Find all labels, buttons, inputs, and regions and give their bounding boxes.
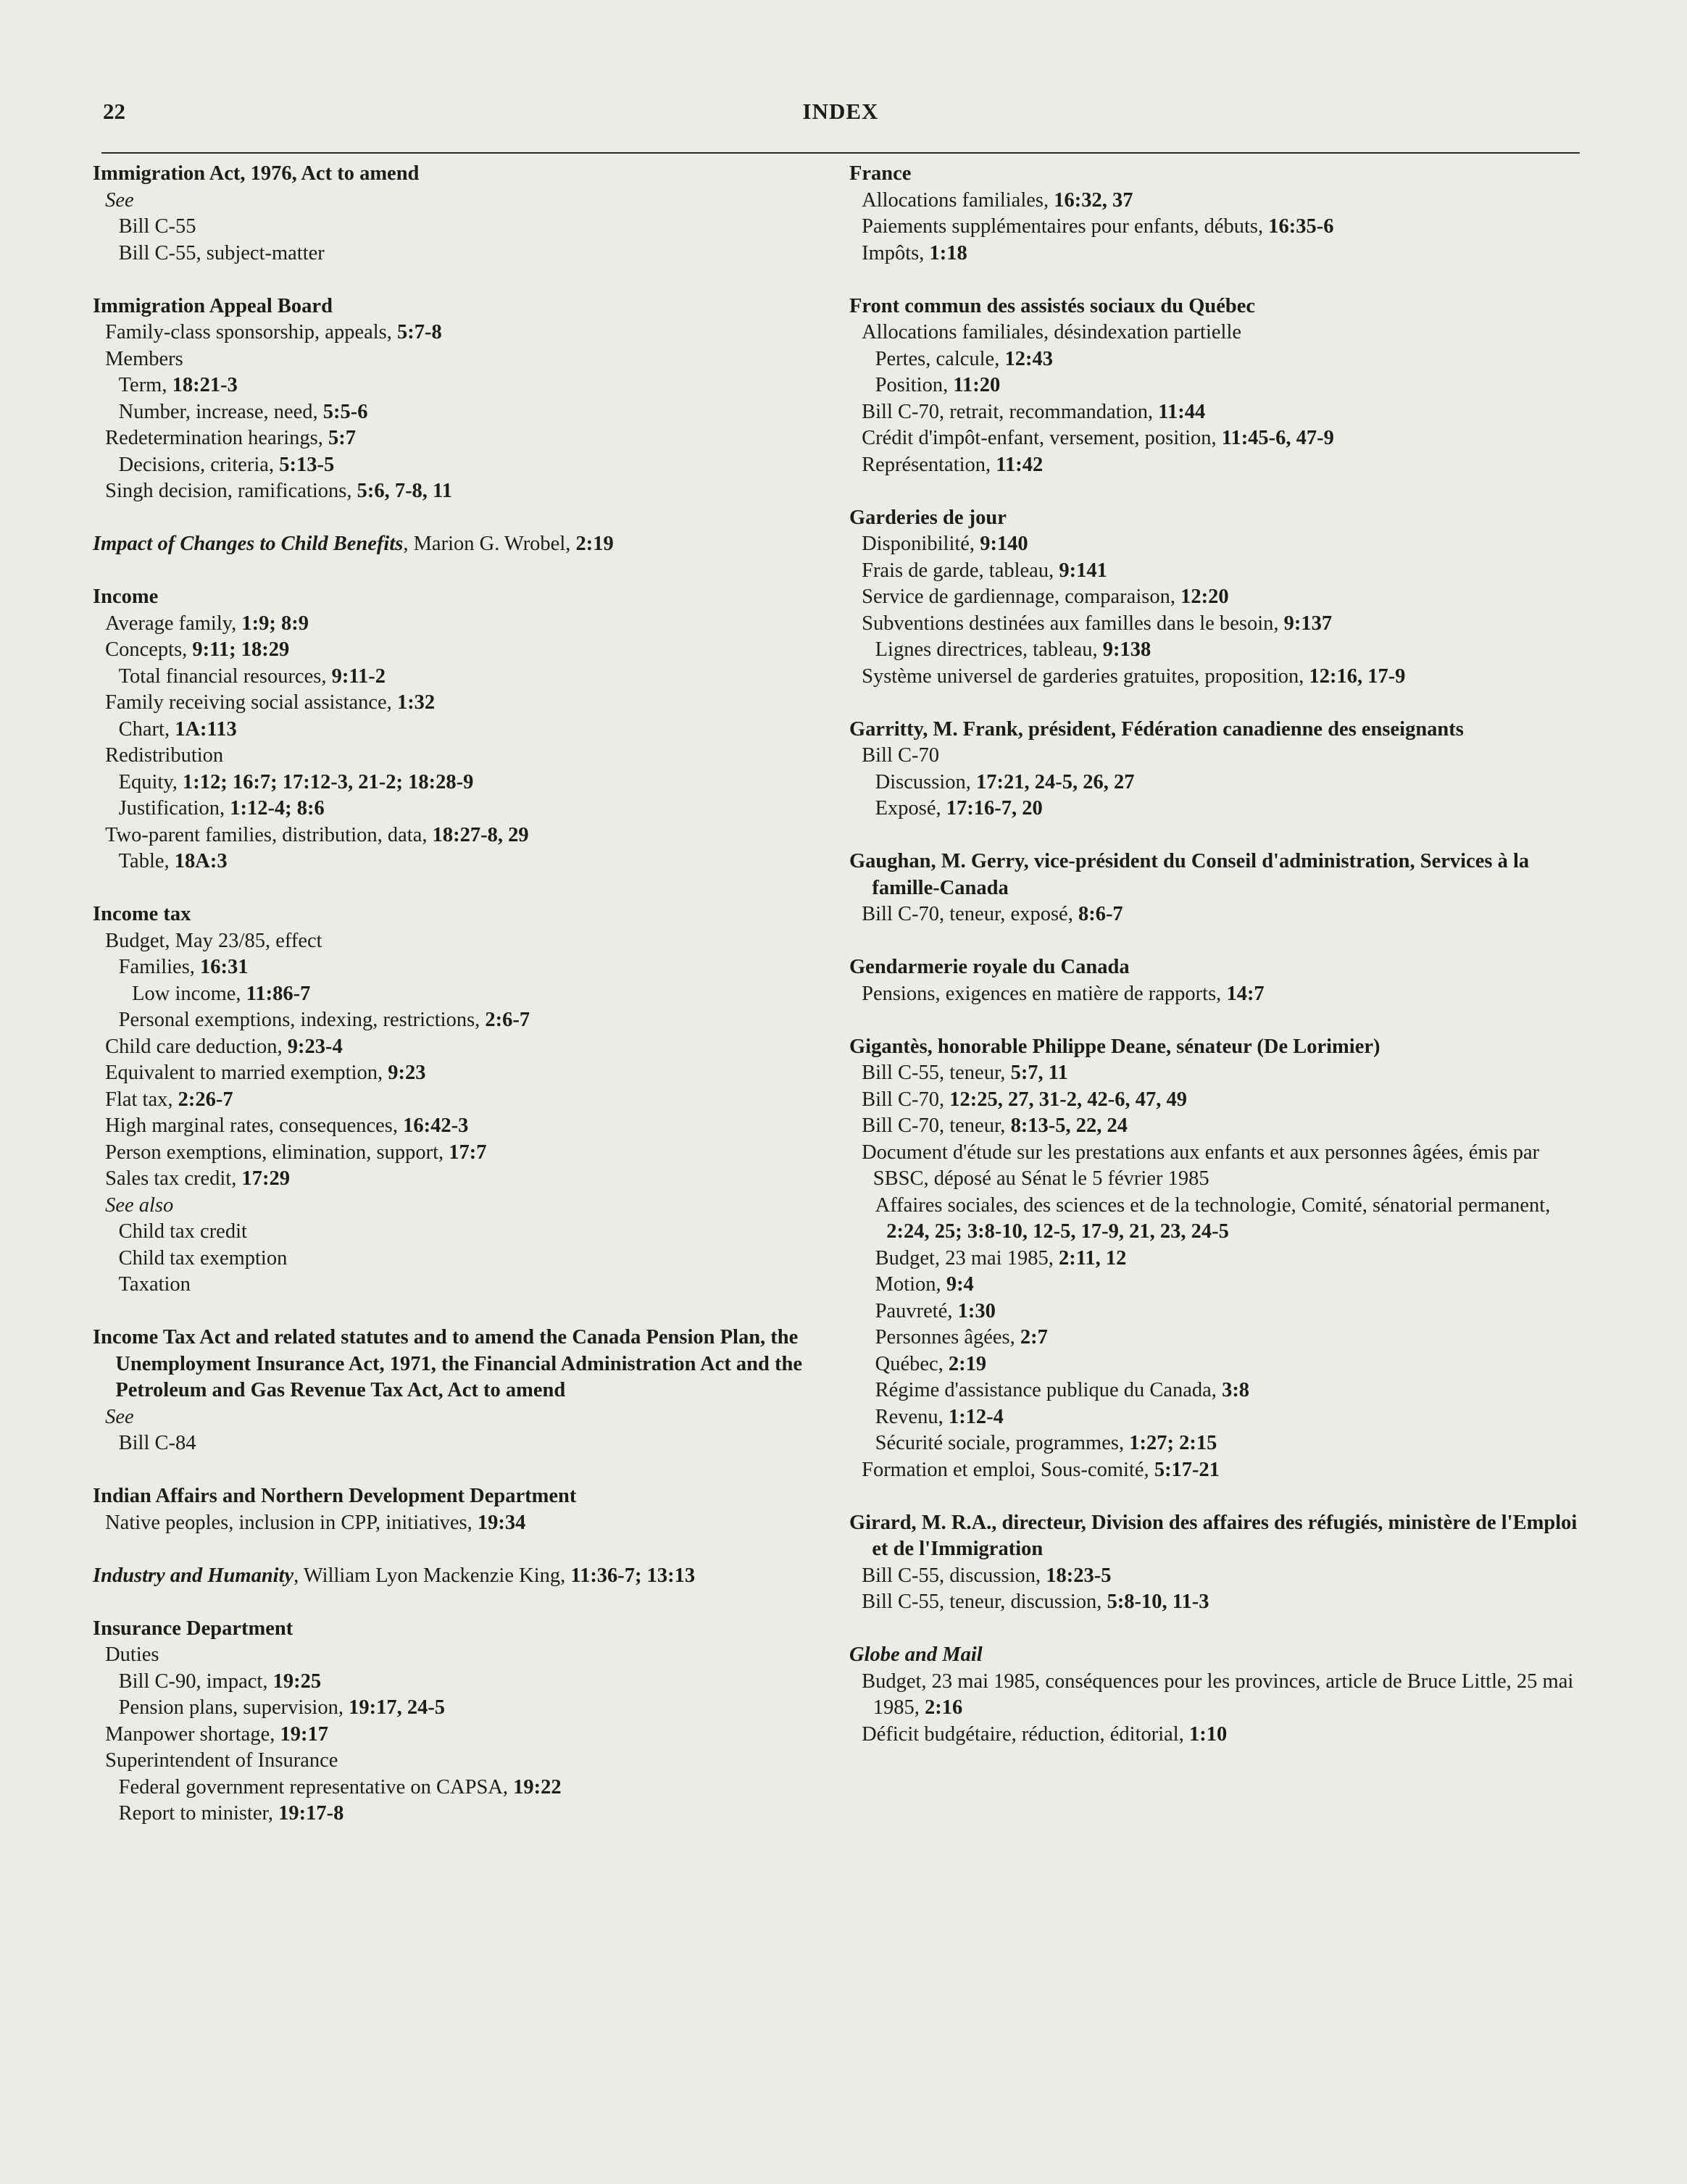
subentry-text: Système universel de garderies gratuites, proposition, [862, 664, 1309, 688]
index-heading [849, 1642, 1581, 1669]
page-reference: 1:27; 2:15 [1129, 1432, 1217, 1454]
page-reference: 18:23-5 [1046, 1564, 1112, 1587]
index-subentry [93, 320, 850, 346]
subentry-text: Québec, [875, 1352, 949, 1375]
index-subentry [849, 1113, 1581, 1140]
subentry-text: Bill C-70 [862, 744, 939, 767]
index-entry [93, 531, 850, 558]
right-column [849, 161, 1581, 1775]
subentry-text: Budget, 23 mai 1985, conséquences pour les provinces, article de Bruce Little, 25 mai 1985, [862, 1670, 1574, 1719]
index-subentry [849, 399, 1581, 426]
index-subentry [849, 188, 1581, 214]
heading-italic-title: Industry and Humanity [93, 1564, 294, 1587]
index-subentry [849, 1325, 1581, 1351]
subentry-text: Bill C-70, [862, 1088, 950, 1111]
heading-text: Indian Affairs and Northern Development Department [93, 1485, 577, 1507]
page-reference: 16:31 [200, 956, 249, 978]
subentry-text: Manpower shortage, [105, 1722, 280, 1746]
subentry-text: Bill C-70, retrait, recommandation, [862, 400, 1159, 423]
subentry-text: Taxation [118, 1273, 191, 1296]
page-reference: 3:8 [1222, 1379, 1250, 1401]
index-subentry [849, 1087, 1581, 1114]
index-entry [93, 901, 850, 1299]
heading-text: Income tax [93, 903, 191, 925]
subentry-text: Total financial resources, [118, 664, 332, 688]
index-subentry [93, 1166, 850, 1193]
page-reference: 19:22 [513, 1775, 562, 1799]
page-reference: 17:29 [241, 1167, 290, 1190]
page-reference: 1:12-4; 8:6 [230, 797, 325, 820]
index-heading [849, 1510, 1581, 1563]
subentry-text: Bill C-55, subject-matter [118, 241, 325, 264]
heading-text: Gaughan, M. Gerry, vice-président du Conseil d'administration, Services à la famille-Canada [849, 850, 1530, 899]
subentry-text: Frais de garde, tableau, [862, 559, 1059, 582]
page-reference: 16:42-3 [403, 1114, 469, 1137]
page-reference: 5:7, 11 [1010, 1062, 1068, 1084]
subentry-text: See [105, 1405, 134, 1428]
subentry-text: Service de gardiennage, comparaison, [862, 585, 1181, 608]
subentry-text: Duties [105, 1643, 159, 1666]
heading-text: Insurance Department [93, 1617, 293, 1640]
page-reference: 19:17 [280, 1722, 328, 1746]
index-heading [93, 161, 850, 188]
page-reference: 19:25 [272, 1670, 322, 1693]
index-subentry [849, 770, 1581, 796]
page-reference: 9:137 [1283, 612, 1333, 635]
subentry-text: Crédit d'impôt-enfant, versement, position, [862, 427, 1222, 449]
heading-text: , William Lyon Mackenzie King, [293, 1564, 571, 1587]
page-reference: 5:17-21 [1154, 1458, 1220, 1481]
index-heading [93, 1563, 850, 1590]
subentry-text: Bill C-55, teneur, [862, 1062, 1011, 1084]
index-subentry [849, 452, 1581, 479]
subentry-text: Bill C-55, teneur, discussion, [862, 1591, 1107, 1613]
page-reference: 2:24, 25; 3:8-10, 12-5, 17-9, 21, 23, 24-5 [886, 1220, 1229, 1243]
index-subentry [849, 1272, 1581, 1299]
index-subentry [93, 1140, 850, 1167]
page-reference: 8:6-7 [1078, 903, 1123, 925]
page-reference: 12:16, 17-9 [1309, 664, 1406, 688]
subentry-text: Affaires sociales, des sciences et de la technologie, Comité, sénatorial permanent, [875, 1193, 1551, 1217]
subentry-text: Native peoples, inclusion in CPP, initiatives, [105, 1511, 478, 1534]
index-subentry [93, 425, 850, 452]
subentry-text: Déficit budgétaire, réduction, éditorial, [862, 1722, 1189, 1746]
index-entry [93, 161, 850, 267]
heading-text: Gendarmerie royale du Canada [849, 956, 1130, 978]
page-reference: 1:18 [929, 241, 967, 264]
index-entry [849, 505, 1581, 691]
page-reference: 14:7 [1226, 982, 1265, 1005]
page-reference: 11:44 [1158, 400, 1206, 423]
subentry-text: See also [105, 1193, 174, 1217]
index-subentry [93, 822, 850, 849]
index-subentry [93, 1087, 850, 1114]
index-entry [93, 1483, 850, 1536]
index-subentry [93, 1193, 850, 1220]
index-subentry [849, 1563, 1581, 1590]
index-subentry [93, 770, 850, 796]
heading-text: France [849, 162, 912, 185]
index-subentry [849, 346, 1581, 373]
index-heading [93, 293, 850, 320]
page-reference: 2:6-7 [485, 1009, 530, 1031]
subentry-text: Budget, 23 mai 1985, [875, 1246, 1059, 1270]
subentry-text: Child tax exemption [118, 1246, 288, 1270]
index-subentry [849, 425, 1581, 452]
subentry-text: Régime d'assistance publique du Canada, [875, 1379, 1222, 1401]
subentry-text: Child care deduction, [105, 1035, 288, 1058]
subentry-text: Position, [875, 374, 954, 396]
index-subentry [93, 690, 850, 717]
index-subentry [849, 320, 1581, 346]
page-reference: 12:25, 27, 31-2, 42-6, 47, 49 [949, 1088, 1187, 1111]
index-subentry [849, 1193, 1581, 1246]
heading-text: Immigration Act, 1976, Act to amend [93, 162, 420, 185]
index-subentry [93, 1722, 850, 1749]
index-heading [93, 531, 850, 558]
heading-text: Income [93, 585, 159, 608]
index-subentry [93, 1669, 850, 1696]
subentry-text: Average family, [105, 612, 242, 635]
page-reference: 2:7 [1020, 1326, 1048, 1349]
index-subentry [93, 1430, 850, 1457]
page-reference: 16:32, 37 [1054, 188, 1133, 212]
page-title: INDEX [802, 99, 879, 124]
page-reference: 12:20 [1180, 585, 1229, 608]
page-reference: 17:21, 24-5, 26, 27 [975, 770, 1135, 793]
index-entry [849, 1642, 1581, 1748]
index-subentry [93, 452, 850, 479]
page-header [101, 99, 1580, 142]
index-heading [849, 849, 1581, 901]
subentry-text: Allocations familiales, désindexation partielle [862, 321, 1242, 343]
subentry-text: Disponibilité, [862, 533, 980, 555]
index-subentry [93, 1060, 850, 1087]
index-entry [93, 584, 850, 875]
page-reference: 18A:3 [174, 850, 228, 872]
heading-text: , Marion G. Wrobel, [403, 533, 576, 555]
index-subentry [849, 1404, 1581, 1431]
index-subentry [849, 1060, 1581, 1087]
index-subentry [849, 1722, 1581, 1749]
index-subentry [93, 928, 850, 955]
subentry-text: Sécurité sociale, programmes, [875, 1432, 1130, 1454]
heading-text: Immigration Appeal Board [93, 294, 333, 317]
index-subentry [93, 1695, 850, 1722]
subentry-text: Concepts, [105, 638, 193, 661]
page-reference: 5:6, 7-8, 11 [357, 480, 452, 502]
page-reference: 2:19 [948, 1352, 987, 1375]
subentry-text: Sales tax credit, [105, 1167, 242, 1190]
subentry-text: Members [105, 347, 183, 370]
page-reference: 5:13-5 [279, 453, 335, 476]
index-subentry [849, 1299, 1581, 1325]
subentry-text: Personnes âgées, [875, 1326, 1020, 1349]
index-heading [849, 161, 1581, 188]
index-entry [93, 1563, 850, 1590]
left-column [93, 161, 850, 1854]
index-subentry [849, 1377, 1581, 1404]
subentry-text: Formation et emploi, Sous-comité, [862, 1458, 1154, 1481]
page-reference: 8:13-5, 22, 24 [1010, 1114, 1128, 1137]
index-subentry [93, 214, 850, 241]
index-heading [849, 505, 1581, 532]
index-subentry [93, 1272, 850, 1299]
page-reference: 11:42 [996, 453, 1044, 476]
page-reference: 1:30 [957, 1299, 996, 1322]
subentry-text: Lignes directrices, tableau, [875, 638, 1103, 661]
index-subentry [849, 1351, 1581, 1378]
page-reference: 1A:113 [175, 717, 237, 741]
index-subentry [93, 637, 850, 664]
index-subentry [93, 1510, 850, 1537]
page-reference: 1:12-4 [948, 1405, 1004, 1428]
index-heading [93, 1616, 850, 1643]
subentry-text: Allocations familiales, [862, 188, 1054, 212]
page-reference: 9:4 [946, 1273, 974, 1296]
index-entry [93, 293, 850, 505]
index-subentry [849, 664, 1581, 691]
index-subentry [849, 1140, 1581, 1193]
index-entry [849, 1510, 1581, 1616]
index-subentry [849, 1589, 1581, 1616]
index-subentry [93, 981, 850, 1008]
subentry-text: Bill C-90, impact, [118, 1670, 273, 1693]
index-subentry [93, 1007, 850, 1034]
index-subentry [93, 241, 850, 267]
page-reference: 11:20 [953, 374, 1001, 396]
index-subentry [93, 849, 850, 875]
subentry-text: Singh decision, ramifications, [105, 480, 357, 502]
subentry-text: Low income, [132, 982, 246, 1005]
subentry-text: Pertes, calcule, [875, 347, 1005, 370]
subentry-text: Représentation, [862, 453, 996, 476]
subentry-text: Discussion, [875, 770, 976, 793]
index-entry [849, 1034, 1581, 1484]
subentry-text: Decisions, criteria, [118, 453, 280, 476]
index-subentry [93, 1748, 850, 1775]
index-subentry [849, 1669, 1581, 1722]
subentry-text: Person exemptions, elimination, support, [105, 1141, 449, 1164]
page-reference: 2:11, 12 [1058, 1246, 1127, 1270]
subentry-text: Pensions, exigences en matière de rapports, [862, 982, 1227, 1005]
page-reference: 12:43 [1004, 347, 1053, 370]
index-subentry [849, 743, 1581, 770]
subentry-text: Budget, May 23/85, effect [105, 929, 322, 952]
subentry-text: Report to minister, [118, 1802, 279, 1825]
index-subentry [849, 214, 1581, 241]
index-subentry [93, 399, 850, 426]
index-entry [849, 161, 1581, 267]
subentry-text: Document d'étude sur les prestations aux enfants et aux personnes âgées, émis par SBSC, déposé au Sénat le 5 février 1985 [862, 1141, 1540, 1190]
subentry-text: Bill C-55 [118, 215, 196, 238]
index-subentry [93, 743, 850, 770]
page-reference: 9:141 [1059, 559, 1107, 582]
page-reference: 1:32 [396, 691, 436, 714]
subentry-text: Bill C-70, teneur, [862, 1114, 1011, 1137]
index-subentry [93, 1801, 850, 1827]
index-heading [93, 584, 850, 611]
index-subentry [93, 1775, 850, 1801]
page-number: 22 [103, 99, 125, 124]
page-reference: 19:17, 24-5 [349, 1696, 446, 1719]
subentry-text: Impôts, [862, 241, 930, 264]
subentry-text: Superintendent of Insurance [105, 1749, 338, 1772]
index-subentry [849, 241, 1581, 267]
subentry-text: Equity, [118, 770, 183, 793]
page-reference: 9:11; 18:29 [192, 638, 290, 661]
page-reference: 9:11-2 [331, 664, 386, 688]
page-reference: 18:27-8, 29 [432, 823, 529, 846]
heading-text: Garderies de jour [849, 506, 1007, 529]
page-reference: 17:16-7, 20 [946, 797, 1043, 820]
heading-text: Garritty, M. Frank, président, Fédération canadienne des enseignants [849, 717, 1464, 741]
index-subentry [93, 1246, 850, 1272]
index-subentry [849, 901, 1581, 928]
index-heading [93, 1325, 850, 1404]
index-subentry [849, 372, 1581, 399]
subentry-text: Exposé, [875, 797, 946, 820]
subentry-text: Justification, [118, 797, 230, 820]
page-reference: 2:16 [925, 1696, 963, 1719]
subentry-text: Families, [118, 956, 201, 978]
page-reference: 11:45-6, 47-9 [1221, 427, 1334, 449]
index-subentry [849, 558, 1581, 585]
index-entry [849, 954, 1581, 1007]
subentry-text: Equivalent to married exemption, [105, 1062, 388, 1084]
page-reference: 1:9; 8:9 [241, 612, 309, 635]
index-subentry [93, 1404, 850, 1431]
heading-italic-title: Globe and Mail [849, 1643, 983, 1666]
heading-italic-title: Impact of Changes to Child Benefits [93, 533, 404, 555]
heading-text: Girard, M. R.A., directeur, Division des affaires des réfugiés, ministère de l'Emploi et de l'Immigration [849, 1511, 1578, 1560]
index-heading [849, 954, 1581, 981]
page-reference: 1:10 [1188, 1722, 1228, 1746]
index-subentry [849, 611, 1581, 638]
index-subentry [93, 1219, 850, 1246]
subentry-text: Redetermination hearings, [105, 427, 328, 449]
subentry-text: Two-parent families, distribution, data, [105, 823, 433, 846]
subentry-text: Family-class sponsorship, appeals, [105, 321, 398, 343]
page-reference: 9:23-4 [287, 1035, 343, 1058]
page-reference: 5:7-8 [397, 321, 442, 343]
page-reference: 19:34 [477, 1511, 526, 1534]
subentry-text: Flat tax, [105, 1088, 178, 1111]
index-subentry [849, 981, 1581, 1008]
header-rule [101, 152, 1580, 154]
index-subentry [93, 1034, 850, 1061]
page-reference: 9:23 [388, 1062, 426, 1084]
page-reference: 2:26-7 [178, 1088, 233, 1111]
index-subentry [849, 1430, 1581, 1457]
subentry-text: Bill C-55, discussion, [862, 1564, 1046, 1587]
index-heading [93, 901, 850, 928]
index-subentry [93, 372, 850, 399]
index-subentry [849, 1246, 1581, 1272]
page-reference: 9:138 [1102, 638, 1151, 661]
heading-reference: 2:19 [575, 533, 614, 555]
index-heading [849, 1034, 1581, 1061]
subentry-text: Pauvreté, [875, 1299, 958, 1322]
subentry-text: Chart, [118, 717, 175, 741]
subentry-text: Federal government representative on CAPSA, [118, 1775, 514, 1799]
index-entry [93, 1325, 850, 1457]
index-subentry [93, 664, 850, 691]
index-subentry [93, 611, 850, 638]
subentry-text: Personal exemptions, indexing, restrictions, [118, 1009, 486, 1031]
subentry-text: Paiements supplémentaires pour enfants, débuts, [862, 215, 1269, 238]
heading-text: Front commun des assistés sociaux du Québec [849, 294, 1256, 317]
index-entry [849, 293, 1581, 479]
page-reference: 5:8-10, 11-3 [1107, 1591, 1209, 1613]
subentry-text: Number, increase, need, [118, 400, 323, 423]
page-reference: 19:17-8 [278, 1802, 344, 1825]
subentry-text: Redistribution [105, 744, 224, 767]
subentry-text: Bill C-70, teneur, exposé, [862, 903, 1078, 925]
index-subentry [849, 1457, 1581, 1484]
index-subentry [93, 188, 850, 214]
subentry-text: Term, [118, 374, 172, 396]
index-subentry [93, 1113, 850, 1140]
page-reference: 11:86-7 [246, 982, 311, 1005]
subentry-text: Motion, [875, 1273, 946, 1296]
subentry-text: High marginal rates, consequences, [105, 1114, 404, 1137]
page-reference: 9:140 [980, 533, 1028, 555]
subentry-text: Bill C-84 [118, 1432, 196, 1454]
heading-text: Income Tax Act and related statutes and to amend the Canada Pension Plan, the Unemployment Insurance Act, 1971, the Financial Administration Act and the Petroleum and Gas Revenue Tax Act, Act to amend [93, 1326, 802, 1401]
index-entry [93, 1616, 850, 1827]
index-subentry [93, 346, 850, 373]
page-reference: 1:12; 16:7; 17:12-3, 21-2; 18:28-9 [183, 770, 474, 793]
subentry-text: Family receiving social assistance, [105, 691, 397, 714]
subentry-text: Child tax credit [118, 1220, 247, 1243]
page-reference: 16:35-6 [1268, 215, 1334, 238]
index-subentry [849, 637, 1581, 664]
page-reference: 18:21-3 [172, 374, 238, 396]
index-heading [93, 1483, 850, 1510]
index-subentry [93, 478, 850, 505]
page-reference: 17:7 [449, 1141, 487, 1164]
subentry-text: Revenu, [875, 1405, 949, 1428]
index-subentry [93, 954, 850, 981]
subentry-text: Pension plans, supervision, [118, 1696, 349, 1719]
index-subentry [849, 796, 1581, 822]
index-heading [849, 293, 1581, 320]
index-subentry [93, 717, 850, 743]
index-entry [849, 717, 1581, 822]
index-subentry [849, 531, 1581, 558]
index-entry [849, 849, 1581, 928]
subentry-text: Table, [118, 850, 175, 872]
page-reference: 5:7 [328, 427, 356, 449]
heading-text: Gigantès, honorable Philippe Deane, sénateur (De Lorimier) [849, 1035, 1380, 1058]
index-heading [849, 717, 1581, 743]
page-reference: 5:5-6 [322, 400, 368, 423]
heading-reference: 11:36-7; 13:13 [570, 1564, 696, 1587]
subentry-text: See [105, 188, 134, 212]
index-subentry [93, 1642, 850, 1669]
index-subentry [849, 584, 1581, 611]
subentry-text: Subventions destinées aux familles dans le besoin, [862, 612, 1284, 635]
index-subentry [93, 796, 850, 822]
